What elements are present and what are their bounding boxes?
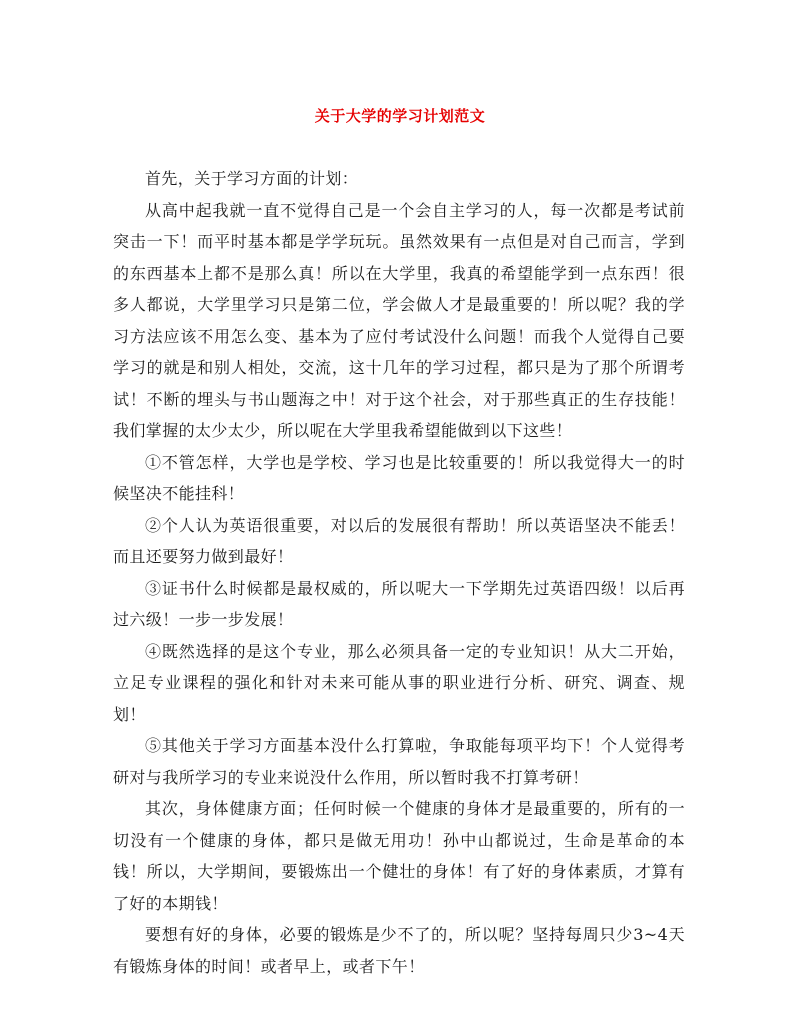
document-body — [113, 163, 685, 982]
paragraph-health: 其次，身体健康方面；任何时候一个健康的身体才是最重要的，所有的一切没有一个健康的身体，都只是做无用功！孙中山都说过，生命是革命的本钱！所以，大学期间，要锻炼出一个健壮的身体！有了好的身体素质，才算有了好的本期钱！ — [113, 799, 685, 913]
paragraph-item-2: ②个人认为英语很重要，对以后的发展很有帮助！所以英语坚决不能丢！而且还要努力做到最好！ — [113, 515, 685, 566]
paragraph-study-background: 从高中起我就一直不觉得自己是一个会自主学习的人，每一次都是考试前突击一下！而平时基本都是学学玩玩。虽然效果有一点但是对自己而言，学到的东西基本上都不是那么真！所以在大学里，我真的希望能学到一点东西！很多人都说，大学里学习只是第二位，学会做人才是最重要的！所以呢？我的学习方法应该不用怎么变、基本为了应付考试没什么问题！而我个人觉得自己要学习的就是和别人相处，交流，这十几年的学习过程，都只是为了那个所谓考试！不断的埋头与书山题海之中！对于这个社会，对于那些真正的生存技能！我们掌握的太少太少，所以呢在大学里我希望能做到以下这些！ — [113, 200, 685, 440]
paragraph-item-5: ⑤其他关于学习方面基本没什么打算啦，争取能每项平均下！个人觉得考研对与我所学习的专业来说没什么作用，所以暂时我不打算考研！ — [113, 736, 685, 787]
paragraph-item-3: ③证书什么时候都是最权威的，所以呢大一下学期先过英语四级！以后再过六级！一步一步发展！ — [113, 578, 685, 629]
paragraph-exercise: 要想有好的身体，必要的锻炼是少不了的，所以呢？坚持每周只少3~4天有锻炼身体的时间！或者早上，或者下午！ — [113, 925, 685, 976]
paragraph-item-4: ④既然选择的是这个专业，那么必须具备一定的专业知识！从大二开始，立足专业课程的强化和针对未来可能从事的职业进行分析、研究、调查、规划！ — [113, 641, 685, 724]
document-title: 关于大学的学习计划范文 — [314, 107, 486, 125]
paragraph-item-1: ①不管怎样，大学也是学校、学习也是比较重要的！所以我觉得大一的时候坚决不能挂科！ — [113, 452, 685, 503]
paragraph-study-plan-intro: 首先，关于学习方面的计划： — [145, 169, 359, 188]
